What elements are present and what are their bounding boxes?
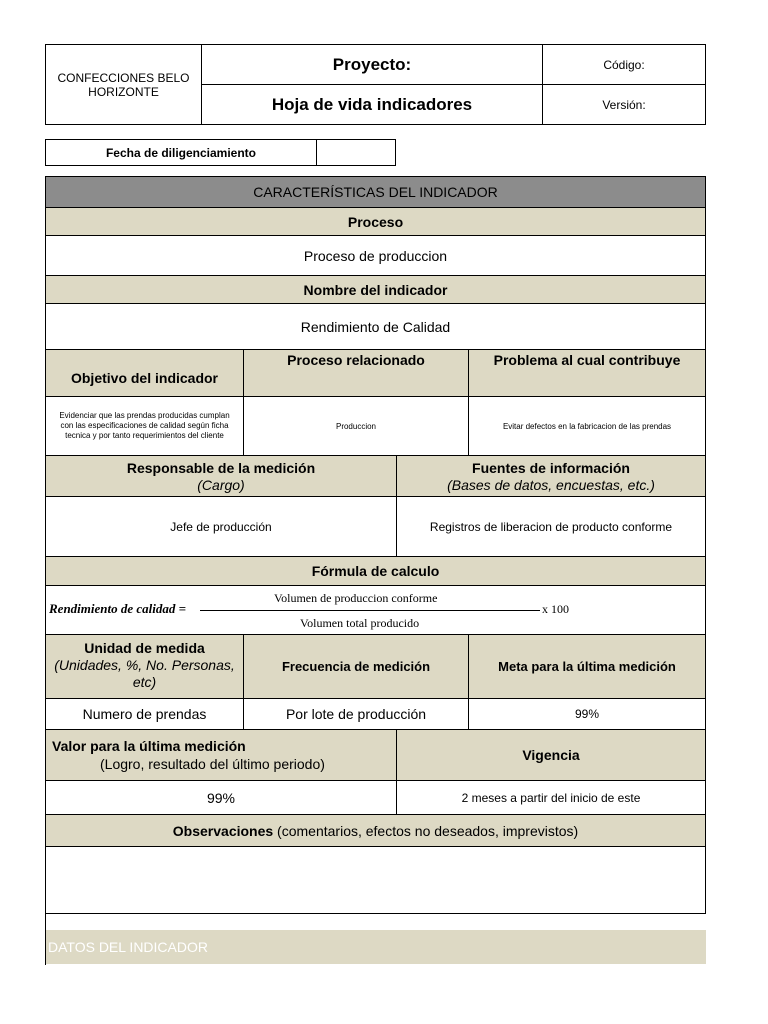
vigencia-value-cell [396, 780, 706, 815]
meta-value: 99% [574, 707, 600, 721]
nombre-label-cell [45, 275, 706, 304]
objetivo-label: Objetivo del indicador [70, 370, 219, 386]
observaciones-label-rest: (comentarios, efectos no deseados, imprevistos) [273, 822, 579, 839]
vigencia-label-cell [396, 729, 706, 781]
meta-label-cell [468, 634, 706, 699]
fuentes-label-cell [396, 455, 706, 497]
nombre-value-cell [45, 303, 706, 350]
objetivo-value-cell [45, 396, 244, 456]
frecuencia-value: Por lote de producción [285, 706, 427, 722]
responsable-label: Responsable de la medición [126, 460, 316, 476]
datos-title: DATOS DEL INDICADOR [48, 939, 208, 955]
project-label: Proyecto: [332, 54, 412, 74]
nombre-value: Rendimiento de Calidad [300, 318, 451, 335]
unidad-label-cell [45, 634, 244, 699]
vigencia-value: 2 meses a partir del inicio de este [461, 790, 641, 805]
problema-value: Evitar defectos en la fabricacion de las prendas [502, 421, 672, 431]
formula-label-cell [45, 556, 706, 586]
valor-value: 99% [206, 789, 236, 806]
proceso-rel-label-cell [243, 349, 469, 397]
valor-sub: (Logro, resultado del último periodo) [100, 756, 325, 772]
formula-fraction-line [200, 610, 540, 611]
fuentes-value: Registros de liberacion de producto conforme [429, 519, 673, 534]
valor-label: Valor para la última medición [52, 738, 246, 754]
problema-label-cell [468, 349, 706, 397]
formula-cell [45, 585, 706, 635]
proceso-rel-label: Proceso relacionado [287, 352, 425, 368]
observaciones-label-cell [45, 814, 706, 847]
code-cell [542, 44, 706, 85]
fecha-label: Fecha de diligenciamiento [105, 145, 257, 160]
problema-value-cell [468, 396, 706, 456]
unidad-sub: (Unidades, %, No. Personas, etc) [54, 657, 235, 690]
vigencia-label: Vigencia [522, 747, 580, 763]
doc-title: Hoja de vida indicadores [271, 94, 473, 114]
proceso-value-cell [45, 235, 706, 276]
formula-numerator: Volumen de produccion conforme [274, 591, 438, 605]
formula-lhs: Rendimiento de calidad = [49, 601, 187, 616]
datos-title-bar [46, 930, 706, 964]
company-name-cell [45, 44, 202, 125]
meta-label: Meta para la última medición [498, 659, 676, 674]
frecuencia-label-cell [243, 634, 469, 699]
unidad-value-cell [45, 698, 244, 730]
proceso-rel-value: Produccion [335, 421, 377, 431]
version-label: Versión: [602, 97, 646, 112]
code-label: Código: [603, 57, 645, 72]
valor-label-cell [45, 729, 397, 781]
proceso-label: Proceso [347, 213, 404, 230]
company-name: CONFECCIONES BELO HORIZONTE [57, 70, 190, 99]
formula-denominator: Volumen total producido [300, 616, 420, 630]
version-cell [542, 84, 706, 125]
frecuencia-value-cell [243, 698, 469, 730]
fecha-label-cell [45, 139, 317, 166]
objetivo-value: Evidenciar que las prendas producidas cumplan con las especificaciones de calidad según ficha tecnica y por tanto requerimientos del cliente [59, 411, 230, 440]
frecuencia-label: Frecuencia de medición [281, 659, 431, 674]
problema-label: Problema al cual contribuye [493, 352, 681, 368]
proceso-value: Proceso de produccion [303, 247, 448, 264]
observaciones-value-cell[interactable] [45, 846, 706, 914]
project-label-cell [201, 44, 543, 85]
responsable-value-cell [45, 496, 397, 557]
observaciones-label-bold: Observaciones [172, 822, 274, 839]
fuentes-sub: (Bases de datos, encuestas, etc.) [447, 477, 655, 493]
unidad-label: Unidad de medida [84, 640, 205, 656]
nombre-label: Nombre del indicador [303, 281, 448, 298]
responsable-label-cell [45, 455, 397, 497]
responsable-sub: (Cargo) [197, 477, 245, 493]
section-title: CARACTERÍSTICAS DEL INDICADOR [253, 184, 498, 200]
unidad-value: Numero de prendas [82, 706, 207, 722]
responsable-value: Jefe de producción [170, 519, 272, 534]
doc-title-cell [201, 84, 543, 125]
proceso-rel-value-cell [243, 396, 469, 456]
meta-value-cell [468, 698, 706, 730]
section-title-bar [45, 176, 706, 208]
proceso-label-cell [45, 207, 706, 236]
valor-value-cell [45, 780, 397, 815]
formula-multiplier: x 100 [542, 602, 569, 616]
fuentes-label: Fuentes de información [472, 460, 630, 476]
formula-label: Fórmula de calculo [311, 563, 440, 579]
fecha-value-cell[interactable] [316, 139, 396, 166]
fuentes-value-cell [396, 496, 706, 557]
objetivo-label-cell [45, 349, 244, 397]
